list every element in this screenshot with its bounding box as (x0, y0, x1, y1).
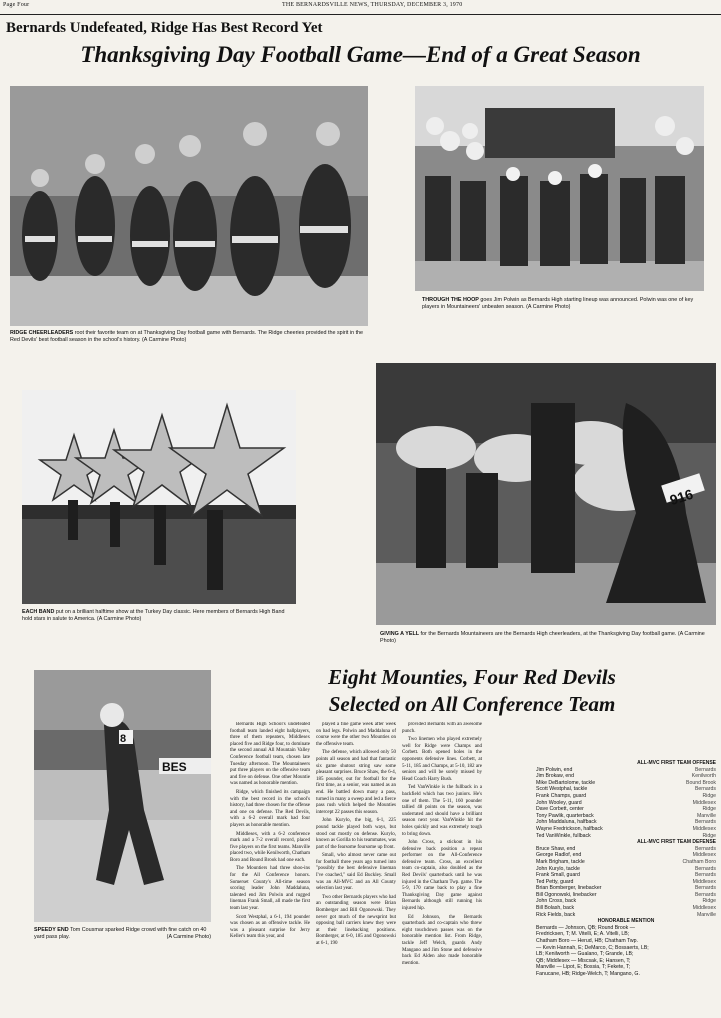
paragraph: The defense, which allowed only 50 points all season and had that fantastic six game shutout string saw some pleasant surprises. Bruce Shaw, the 6-4, 185 pounder, out for football for the first time, as a senior, was named as an end. He battled down many a pass, turned in many a sweep and led a fierce pass rush which helped the Mounties intercept 22 passes this season. (316, 750, 396, 815)
caption-speedy-end (34, 927, 211, 941)
roster-row (536, 806, 716, 813)
player-team: Middlesex (692, 799, 716, 806)
paragraph: John Cross, a stickout in his defensive back position a repeat performer on the All-Conference defensive team. Cross, an excellent team co-captain, also doubled as the Red Devils' quarterback until he was injured in the Chatham Twp. game. The 5-9, 170 came back to play a fine Thanksgiving Day game against Bernards although still running his injured hip. (402, 840, 482, 912)
player-team: Middlesex (692, 905, 716, 912)
cheerleaders-image (10, 86, 368, 326)
player-name: Jim Brokaw, end (536, 773, 575, 780)
player-name: Bill Bolash, back (536, 905, 575, 912)
caption-band-stars (22, 609, 296, 623)
player-team: Bernards (694, 891, 716, 898)
roster-row (536, 833, 716, 840)
kicker-headline: Bernards Undefeated, Ridge Has Best Record Yet (6, 20, 323, 36)
player-team: Middlesex (692, 878, 716, 885)
caption-body: for the Bernards Mountaineers are the Bernards High cheerleaders, at the Thanksgiving Day football game. (A Carmine Photo) (380, 631, 705, 644)
player-team: Bernards (694, 865, 716, 872)
hm-line: Manville — Lipot, E; Bossia, T; Fekete, T; (536, 964, 631, 971)
caption-credit: (A Carmine Photo) (166, 934, 211, 940)
hm-line: — Kevin Hannah, E; DeMarco, C; Bossaerts, LB; (536, 944, 649, 951)
roster-row (536, 866, 716, 873)
player-name: Mike DeBartolome, tackle (536, 779, 596, 786)
player-name: Brian Bomberger, linebacker (536, 885, 602, 892)
roster-row (536, 898, 716, 905)
player-team: Manville (696, 911, 716, 918)
hm-line: QB; Middlesex — Miscsak, E; Hansen, T; (536, 957, 631, 964)
player-team: Bernards (694, 766, 716, 773)
player-team: Ridge (702, 806, 716, 813)
roster-row (536, 885, 716, 892)
roster-row (536, 793, 716, 800)
subhead-line-1: Eight Mounties, Four Red Devils (328, 665, 616, 689)
hoop-image (415, 86, 704, 291)
article-column-1 (230, 722, 310, 1016)
roster-row (536, 826, 716, 833)
paragraph: Ted VanWinkle is the fullback in a backfield which has two juniors. He's one of them. The 5-11, 160 pounder tallied 48 points on the season, was underrated and should have a brilliant season next year. VanWinkle hit the holes quickly and was extremely tough to bring down. (402, 785, 482, 837)
paragraph: played a fine game week after week on bad legs. Polwin and Maddaluna of course were the other two Mounties on the offensive team. (316, 722, 396, 747)
player-team: Bernards (694, 872, 716, 879)
hm-line: Bernards — Johnson, QB; Round Brook — (536, 924, 635, 931)
jersey-number: 916 (667, 485, 695, 509)
paragraph: Bernards High School's undefeated football team landed eight ballplayers, three of them repeaters, Middlesex placed five and Ridge four, to dominate the second annual All Mountain Valley Conference football team, chosen late Tuesday afternoon. The Mountaineers put three players on the offensive team and five on defense. One other Mountie was named as honorable mention. (230, 722, 310, 787)
player-team: Middlesex (692, 852, 716, 859)
player-name: Bruce Shaw, end (536, 845, 576, 852)
player-team: Ridge (702, 792, 716, 799)
paragraph: Scott Westphal, a 6-1, 194 pounder was chosen as an offensive tackle. He was a pleasant surprise for Jerry Keller's team this year, and (230, 914, 310, 940)
jersey-number-2: 8 (120, 733, 127, 745)
roster-row (536, 800, 716, 807)
player-name: Frank Small, guard (536, 872, 580, 879)
player-team: Bernards (694, 786, 716, 793)
roster-row (536, 892, 716, 899)
yell-image (376, 363, 716, 625)
speedy-end-image (34, 670, 211, 922)
player-name: Frank Champs, guard (536, 792, 587, 799)
paragraph: provided Bernards with an awesome punch. (402, 722, 482, 734)
masthead: THE BERNARDSVILLE NEWS, THURSDAY, DECEMBER 3, 1970 (282, 2, 463, 8)
player-name: Ted Petty, guard (536, 878, 574, 885)
paragraph: Two linemen who played extremely well for Ridge were Champs and Corbett. Both opened holes in the opponents defensive lines. Corbett, at 5-11, 185 and Champs, at 5-10, 182 are seniors and will be sorely missed by Head Coach Harry Bush. (402, 737, 482, 782)
masthead-bar (0, 0, 721, 15)
caption-body: put on a brilliant halftime show at the Turkey Day classic. Here members of Bernards High Band hold stars in salute to America. (A Carmine Photo) (22, 609, 285, 622)
player-team: Ridge (702, 832, 716, 839)
roster-hm-title: HONORABLE MENTION (597, 918, 655, 925)
roster-defense-title: ALL-MVC FIRST TEAM DEFENSE (637, 839, 716, 846)
caption-body: root their favorite team on at Thanksgiving Day football game with Bernards. The Ridge cheeries provided the spirit in the Red Devils' best football season in the school's history. (A Carmine Photo) (10, 330, 364, 343)
player-name: Mark Brigham, tackle (536, 858, 585, 865)
player-team: Bernards (694, 845, 716, 852)
main-headline: Thanksgiving Day Football Game—End of a Great Season (80, 42, 641, 67)
player-name: John Maddaluna, halfback (536, 819, 597, 826)
caption-lead: EACH BAND (22, 609, 55, 615)
player-name: Tony Pawlik, quarterback (536, 812, 594, 819)
paragraph: John Kurylo, the big, 6-1, 225 pound tackle played both ways, but stood out mostly on defense. Kurylo, known as Gorilla to his teammates, was part of the fearsome foursome up front. (316, 818, 396, 850)
page-number: Page Four (3, 2, 30, 8)
player-name: John Kurylo, tackle (536, 865, 580, 872)
hm-line: Chatham Boro — Herud, HB; Chatham Twp. (536, 938, 638, 945)
caption-lead: SPEEDY END (34, 927, 69, 933)
paragraph: Ridge, which finished its campaign with the best record in the school's history, had three chosen for the offense and one on defense. The Red Devils, with a 6-2 overall mark had four players as honorable mention. (230, 789, 310, 828)
player-name: Scott Westphal, tackle (536, 786, 588, 793)
subhead-line-2: Selected on All Conference Team (328, 692, 616, 716)
player-team: Bound Brook (686, 779, 716, 786)
player-name: Rick Fields, back (536, 911, 576, 918)
hm-line: Fredricksen, T; M. Vitelli, E; A. Vitelli, LB; (536, 931, 630, 938)
roster-row (536, 859, 716, 866)
photo-giving-a-yell (376, 363, 716, 625)
photo-band-stars (22, 390, 296, 604)
caption-body: goes Jim Polwin as Bernards High starting lineup was announced. Polwin was one of key players in Mountaineers' unbeaten season. (A Carmine Photo) (422, 297, 694, 310)
paragraph: Two other Bernards players who had an outstanding season were Brian Bomberger and Bill Ogonowski. They never got much of the newsprint but opposing ball carriers knew they were at their linebacking positions. Bomberger, at 6-0, 185 and Ogonowski at 6-1, 190 (316, 894, 396, 946)
article-column-2 (316, 722, 396, 1016)
paragraph: The Mountiers had three shoo-ins for the All Conference honors. Somerset County's All-time season scoring leader John Maddaluna, talented end Jim Polwin and rugged lineman Frank Small, all made the first team last year. (230, 866, 310, 912)
svg-text:BES: BES (162, 760, 187, 774)
article-subhead (228, 664, 716, 718)
band-stars-image (22, 390, 296, 604)
player-name: John Wooley, guard (536, 799, 582, 806)
roster-offense-title: ALL-MVC FIRST TEAM OFFENSE (637, 760, 716, 766)
paragraph: Middlesex, with a 6-2 conference mark and a 7-2 overall record, placed five players on the first teams. Manville placed two, while Kenilworth, Chatham Boro and Bound Brook had one each. (230, 831, 310, 863)
player-team: Middlesex (692, 825, 716, 832)
roster-offense-list (536, 767, 716, 840)
caption-lead: THROUGH THE HOOP (422, 297, 479, 303)
player-team: Manville (696, 812, 716, 819)
roster-row (536, 786, 716, 793)
roster-row (536, 872, 716, 879)
roster-row (536, 773, 716, 780)
caption-through-the-hoop (422, 297, 704, 311)
caption-ridge-cheerleaders (10, 330, 368, 344)
all-conference-roster (536, 760, 716, 1016)
roster-row (536, 879, 716, 886)
player-name: Jim Polwin, end (536, 766, 573, 773)
roster-row (536, 852, 716, 859)
caption-giving-a-yell (380, 631, 716, 645)
roster-row (536, 846, 716, 853)
roster-defense-list (536, 846, 716, 919)
article-column-3 (402, 722, 482, 1016)
player-name: John Cross, back (536, 898, 577, 905)
player-name: Wayne Fredrickson, halfback (536, 825, 603, 832)
roster-row (536, 905, 716, 912)
roster-row (536, 780, 716, 787)
hm-line: LB; Kenilworth — Gualano, T; Grande, LB; (536, 951, 634, 958)
photo-ridge-cheerleaders (10, 86, 368, 326)
hm-line: Fanucane, HB; Ridge-Welch, T; Mangano, G. (536, 971, 640, 977)
roster-row (536, 912, 716, 919)
roster-row (536, 819, 716, 826)
paragraph: Ed Johnson, the Bernards quarterback and co-captain who threw eight touchdown passes was on the honorable mention list. From Ridge, tackle Jeff Welch, guards Andy Mangano and Jim Stone and defensive back Ed Alden also made honorable mention. (402, 914, 482, 966)
caption-lead: RIDGE CHEERLEADERS (10, 330, 74, 336)
player-name: George Radlof, end (536, 852, 582, 859)
roster-hm-list (536, 925, 716, 978)
photo-speedy-end (34, 670, 211, 922)
caption-body: Tom Cousmar sparked Ridge crowd with fine catch on 40 yard pass play. (34, 927, 207, 940)
player-team: Chatham Boro (682, 858, 716, 865)
roster-row (536, 767, 716, 774)
player-team: Bernards (694, 885, 716, 892)
roster-row (536, 813, 716, 820)
player-name: Ted VanWinkle, fullback (536, 832, 591, 839)
photo-through-the-hoop (415, 86, 704, 291)
player-name: Bill Ogonowski, linebacker (536, 891, 597, 898)
paragraph: Small, who almost never came out for football three years ago turned into "possibly the best defensive lineman I've coached," said Ed Buckley. Small was an All-MVC and an All County selection last year. (316, 853, 396, 892)
player-name: Dave Corbett, center (536, 806, 584, 813)
player-team: Ridge (702, 898, 716, 905)
player-team: Kenilworth (691, 773, 716, 780)
player-team: Bernards (694, 819, 716, 826)
caption-lead: GIVING A YELL (380, 631, 420, 637)
